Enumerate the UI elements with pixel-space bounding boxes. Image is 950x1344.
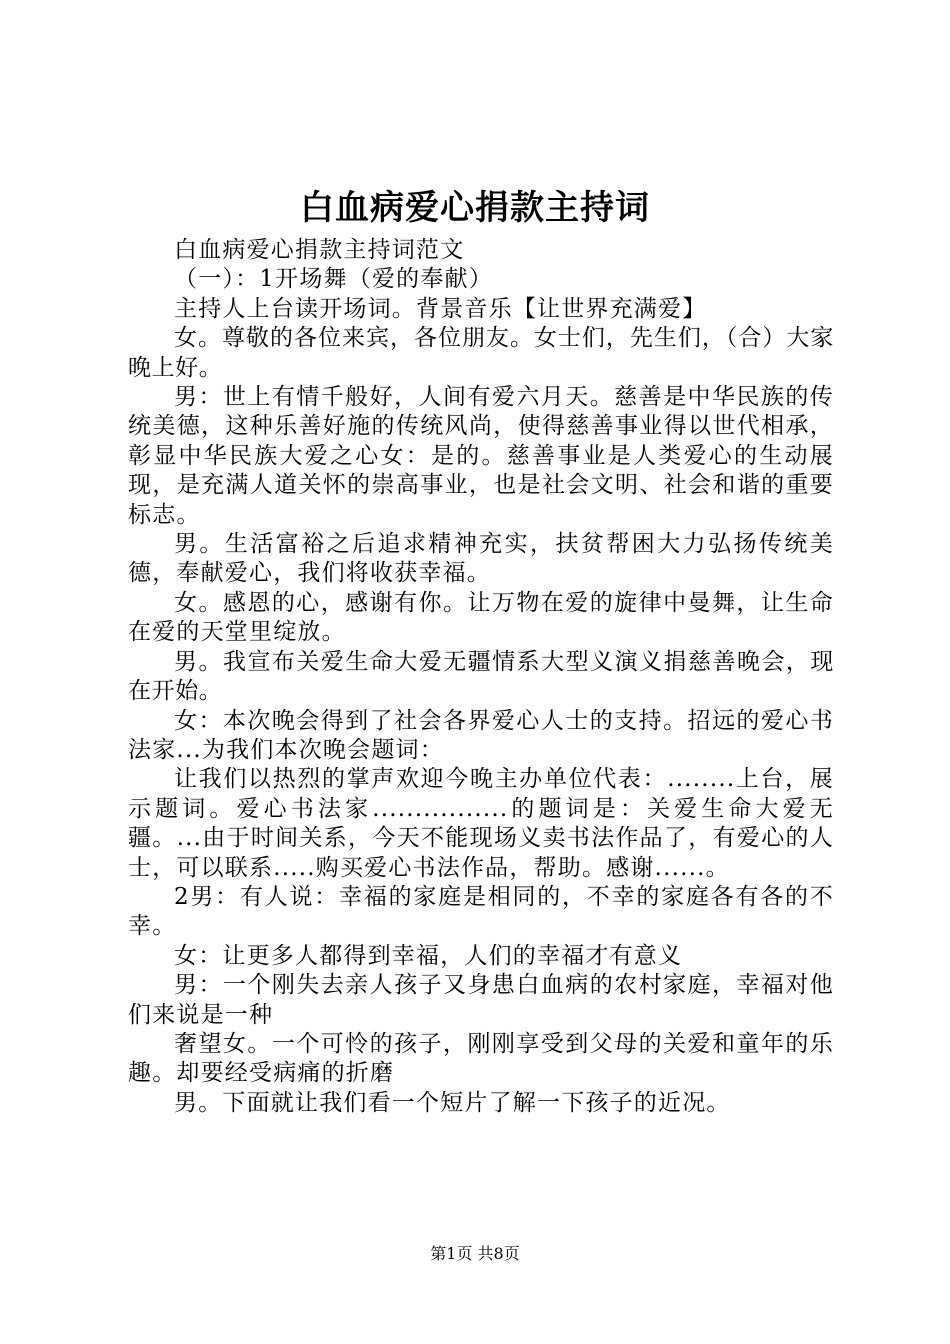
paragraph-section-heading: （一）：1开场舞（爱的奉献） xyxy=(174,266,493,293)
paragraph-dialogue: 女：让更多人都得到幸福，人们的幸福才有意义 xyxy=(174,942,683,969)
paragraph-dialogue: 2男：有人说：幸福的家庭是相同的，不幸的家庭各有各的不幸。 xyxy=(128,883,834,940)
paragraph-dialogue: 男：世上有情千般好，人间有爱六月天。慈善是中华民族的传统美德，这种乐善好施的传统风尚，使得慈善事业得以世代相承，彰显中华民族大爱之心女：是的。慈善事业是人类爱心的生动展现，是充满人道关怀的崇高事业，也是社会文明、社会和谐的重要标志。 xyxy=(128,384,834,528)
paragraph-dialogue: 男。我宣布关爱生命大爱无疆情系大型义演义捐慈善晚会，现在开始。 xyxy=(128,648,834,705)
paragraph-dialogue: 让我们以热烈的掌声欢迎今晚主办单位代表：........上台，展示题词。爱心书法家................的题词是：关爱生命大爱无疆。...由于时间关系，今天不能现场义卖书法作品了，有爱心的人士，可以联系.....购买爱心书法作品，帮助。感谢......。 xyxy=(128,766,834,881)
paragraph-subtitle: 白血病爱心捐款主持词范文 xyxy=(174,237,465,263)
paragraph-dialogue: 男。生活富裕之后追求精神充实，扶贫帮困大力弘扬传统美德，奉献爱心，我们将收获幸福。 xyxy=(128,531,834,587)
document-title: 白血病爱心捐款主持词 xyxy=(300,188,650,228)
page-number-footer: 第1页 共8页 xyxy=(430,1244,520,1263)
paragraph-dialogue: 男：一个刚失去亲人孩子又身患白血病的农村家庭，幸福对他们来说是一种 xyxy=(128,972,834,1028)
paragraph-stage-direction: 主持人上台读开场词。背景音乐【让世界充满爱】 xyxy=(174,295,707,322)
document-body xyxy=(128,236,834,1118)
paragraph-dialogue: 男。下面就让我们看一个短片了解一下孩子的近况。 xyxy=(174,1089,731,1116)
paragraph-dialogue: 奢望女。一个可怜的孩子，刚刚享受到父母的关爱和童年的乐趣。却要经受病痛的折磨 xyxy=(128,1030,834,1087)
paragraph-greeting: 女。尊敬的各位来宾，各位朋友。女士们，先生们，（合）大家晚上好。 xyxy=(128,325,834,381)
paragraph-dialogue: 女。感恩的心，感谢有你。让万物在爱的旋律中曼舞，让生命在爱的天堂里绽放。 xyxy=(128,589,834,646)
paragraph-dialogue: 女：本次晚会得到了社会各界爱心人士的支持。招远的爱心书法家...为我们本次晚会题词： xyxy=(128,707,834,763)
